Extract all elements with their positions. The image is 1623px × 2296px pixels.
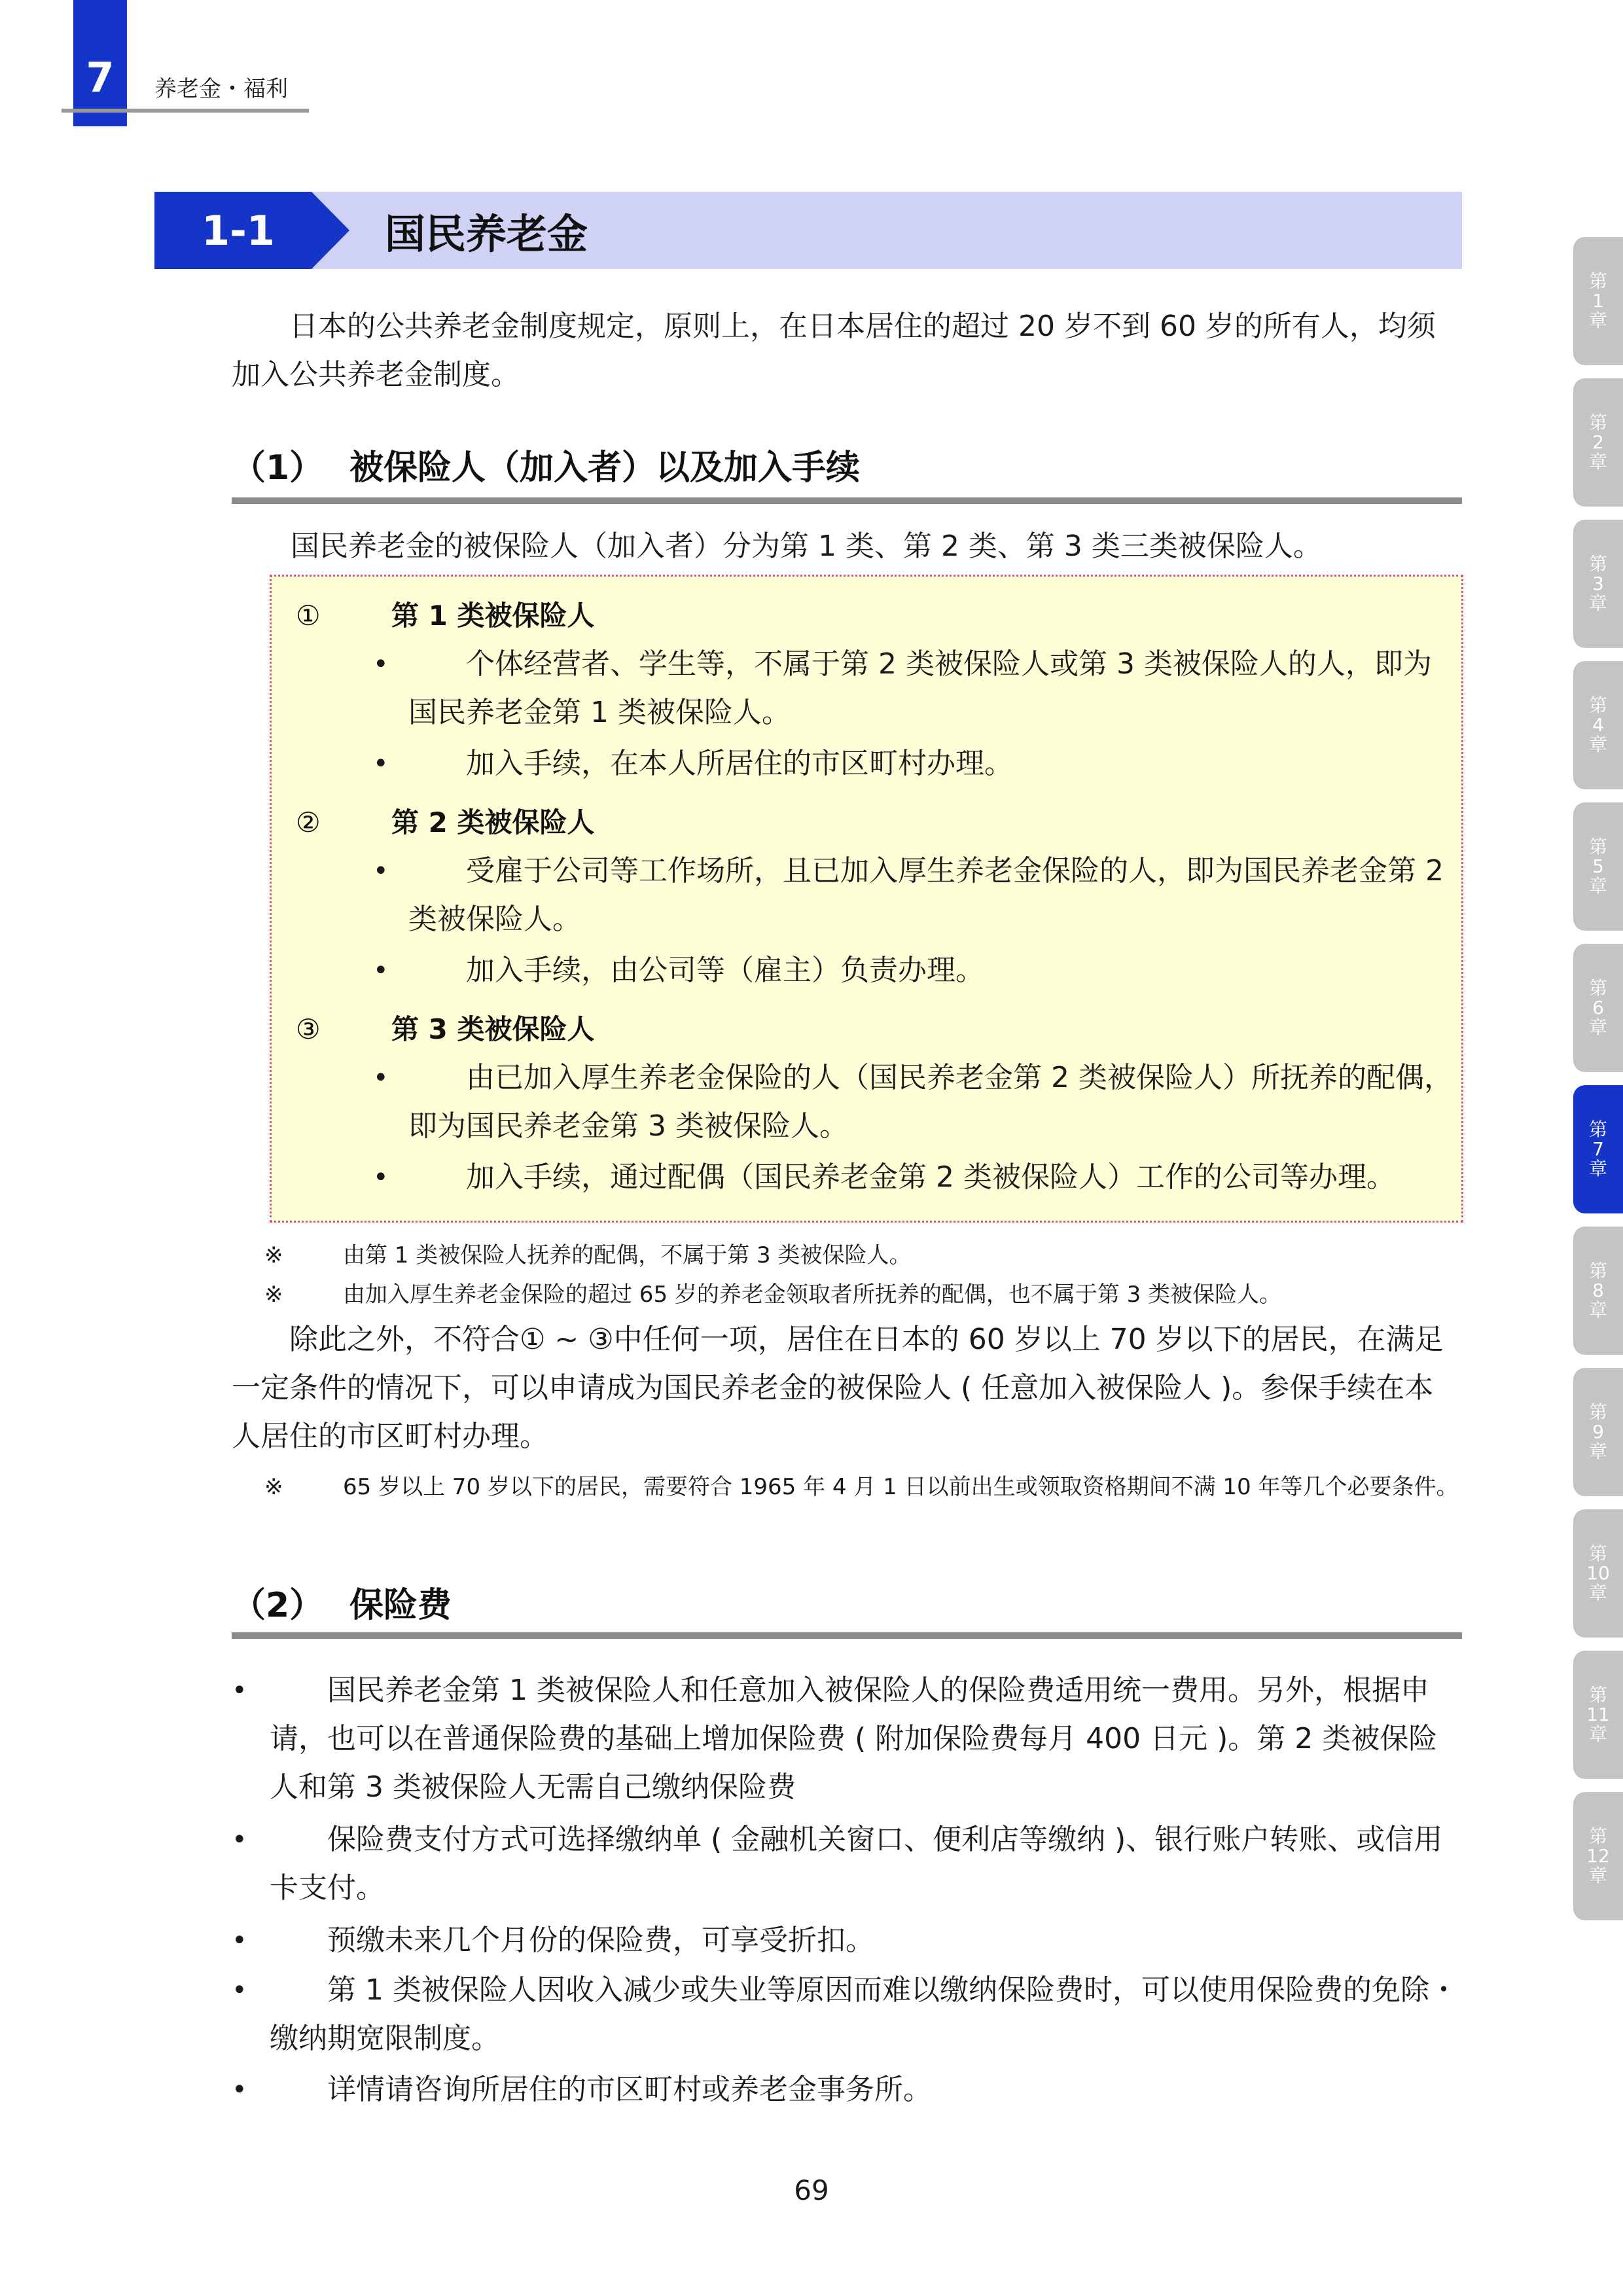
bullet-icon: • bbox=[232, 1825, 247, 1855]
subsection-1-heading bbox=[232, 440, 860, 489]
category-3-bullet-2: 加入手续，通过配偶（国民养老金第 2 类被保险人）工作的公司等办理。 bbox=[466, 1160, 1395, 1194]
category-1-bullet-1: 个体经营者、学生等，不属于第 2 类被保险人或第 3 类被保险人的人，即为国民养老金第 1 类被保险人。 bbox=[408, 647, 1432, 729]
subsection-1-rule bbox=[232, 497, 1462, 504]
category-2-title: 第 2 类被保险人 bbox=[391, 806, 595, 838]
category-3-heading bbox=[296, 1008, 594, 1047]
premium-bullet-5: 详情请咨询所居住的市区町村或养老金事务所。 bbox=[327, 2073, 932, 2106]
bullet-icon: • bbox=[373, 1162, 389, 1193]
category-2-heading bbox=[296, 801, 594, 840]
note-mark: ※ bbox=[264, 1242, 283, 1268]
subsection-1-title: 被保险人（加入者）以及加入手续 bbox=[349, 448, 861, 488]
bullet-icon: • bbox=[373, 649, 389, 679]
category-3-bullet-1: 由已加入厚生养老金保险的人（国民养老金第 2 类被保险人）所抚养的配偶，即为国民养老金第 3 类被保险人。 bbox=[408, 1061, 1453, 1143]
chapter-tab-2[interactable]: 第 2 章 bbox=[1573, 378, 1623, 507]
chapter-number-badge bbox=[73, 0, 127, 126]
chapter-tab-5[interactable]: 第 5 章 bbox=[1573, 802, 1623, 931]
note-mark: ※ bbox=[264, 1282, 283, 1308]
section-banner bbox=[154, 192, 1462, 269]
premium-bullet-3: 预缴未来几个月份的保险费，可享受折扣。 bbox=[327, 1924, 874, 1957]
subsection-2-heading bbox=[232, 1577, 452, 1626]
note-mark: ※ bbox=[264, 1474, 283, 1500]
premium-bullet-1: 国民养老金第 1 类被保险人和任意加入被保险人的保险费适用统一费用。另外，根据申请，也可以在普通保险费的基础上增加保险费 ( 附加保险费每月 400 日元 )。第 2 类被保险人和第 3 类被保险人无需自己缴纳保险费 bbox=[270, 1674, 1438, 1804]
category-1-heading bbox=[296, 594, 594, 634]
chapter-tab-6[interactable]: 第 6 章 bbox=[1573, 944, 1623, 1072]
section-title: 国民养老金 bbox=[385, 209, 588, 258]
bullet-icon: • bbox=[232, 1975, 247, 2005]
bullet-icon: • bbox=[373, 956, 389, 986]
category-2-mark: ② bbox=[296, 806, 321, 838]
category-3-title: 第 3 类被保险人 bbox=[391, 1013, 595, 1045]
chapter-tab-12[interactable]: 第 12 章 bbox=[1573, 1792, 1623, 1920]
category-2-bullet-2: 加入手续，由公司等（雇主）负责办理。 bbox=[466, 954, 984, 987]
chapter-tab-8[interactable]: 第 8 章 bbox=[1573, 1227, 1623, 1355]
page-number: 69 bbox=[794, 2174, 829, 2206]
chapter-tab-9[interactable]: 第 9 章 bbox=[1573, 1368, 1623, 1496]
subsection-2-number: （2） bbox=[232, 1586, 324, 1625]
voluntary-note bbox=[264, 1469, 1462, 1505]
chapter-label: 养老金・福利 bbox=[154, 76, 288, 102]
chapter-tab-7-active[interactable]: 第 7 章 bbox=[1573, 1085, 1623, 1213]
chapter-rule bbox=[62, 109, 309, 113]
section-arrow-icon bbox=[312, 192, 349, 269]
chapter-tab-10[interactable]: 第 10 章 bbox=[1573, 1509, 1623, 1638]
section-number: 1-1 bbox=[154, 192, 312, 269]
chapter-tab-3[interactable]: 第 3 章 bbox=[1573, 520, 1623, 648]
note-1-text: 由第 1 类被保险人抚养的配偶，不属于第 3 类被保险人。 bbox=[343, 1242, 912, 1268]
subsection-1-lead: 国民养老金的被保险人（加入者）分为第 1 类、第 2 类、第 3 类三类被保险人。 bbox=[291, 529, 1322, 563]
subsection-2-title: 保险费 bbox=[349, 1586, 452, 1625]
bullet-icon: • bbox=[373, 749, 389, 779]
bullet-icon: • bbox=[232, 1676, 247, 1706]
chapter-tab-11[interactable]: 第 11 章 bbox=[1573, 1651, 1623, 1779]
note-2 bbox=[264, 1276, 1462, 1313]
chapter-tab-1[interactable]: 第 1 章 bbox=[1573, 237, 1623, 365]
bullet-icon: • bbox=[373, 1063, 389, 1093]
category-1-mark: ① bbox=[296, 600, 321, 632]
premium-bullet-4: 第 1 类被保险人因收入减少或失业等原因而难以缴纳保险费时，可以使用保险费的免除・缴纳期宽限制度。 bbox=[270, 1973, 1458, 2055]
voluntary-note-text: 65 岁以上 70 岁以下的居民，需要符合 1965 年 4 月 1 日以前出生或领取资格期间不满 10 年等几个必要条件。 bbox=[343, 1474, 1459, 1500]
intro-paragraph: 日本的公共养老金制度规定，原则上，在日本居住的超过 20 岁不到 60 岁的所有人，均须加入公共养老金制度。 bbox=[232, 310, 1436, 391]
chapter-number: 7 bbox=[86, 54, 115, 101]
premium-bullet-2: 保险费支付方式可选择缴纳单 ( 金融机关窗口、便利店等缴纳 )、银行账户转账、或信用卡支付。 bbox=[270, 1823, 1443, 1905]
subsection-2-rule bbox=[232, 1632, 1462, 1639]
chapter-tab-4[interactable]: 第 4 章 bbox=[1573, 661, 1623, 789]
category-3-mark: ③ bbox=[296, 1013, 321, 1045]
note-1 bbox=[264, 1237, 1462, 1274]
category-1-bullet-2: 加入手续，在本人所居住的市区町村办理。 bbox=[466, 747, 1013, 780]
subsection-1-number: （1） bbox=[232, 448, 324, 488]
voluntary-paragraph: 除此之外，不符合① ~ ③中任何一项，居住在日本的 60 岁以上 70 岁以下的居民，在满足一定条件的情况下，可以申请成为国民养老金的被保险人 ( 任意加入被保险人 )。参保手续在本人居住的市区町村办理。 bbox=[232, 1323, 1444, 1453]
bullet-icon: • bbox=[373, 856, 389, 886]
bullet-icon: • bbox=[232, 1926, 247, 1956]
note-2-text: 由加入厚生养老金保险的超过 65 岁的养老金领取者所抚养的配偶，也不属于第 3 类被保险人。 bbox=[343, 1282, 1282, 1308]
bullet-icon: • bbox=[232, 2075, 247, 2105]
category-2-bullet-1: 受雇于公司等工作场所，且已加入厚生养老金保险的人，即为国民养老金第 2 类被保险人。 bbox=[408, 854, 1444, 936]
category-1-title: 第 1 类被保险人 bbox=[391, 600, 595, 632]
